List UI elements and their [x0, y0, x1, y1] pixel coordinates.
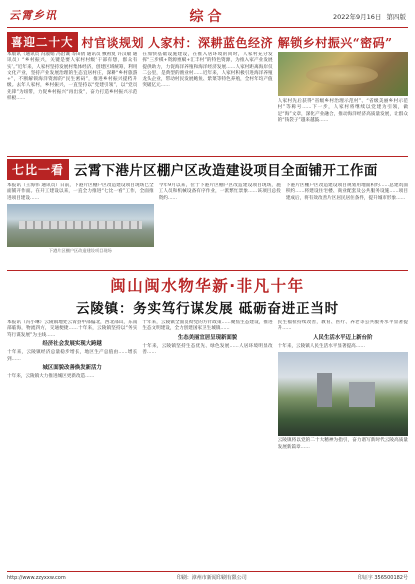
- article3-col1-text: 本报讯（冯小琳）云陵镇地处云霄县中部偏北，西北部山，东南部临海，物流四方，交通便捷……十年来，云陵镇坚持以“务实笃行谋发展”为主线……: [7, 320, 138, 338]
- article1-headline: 人家村：深耕蓝色经济 解锁乡村振兴“密码”: [148, 35, 393, 50]
- article2-banner: [7, 158, 408, 180]
- footer-printer: 印刷：漳州市新闻印刷有限公司: [176, 575, 247, 581]
- footer-website: http://www.zzyxxw.com: [7, 574, 66, 581]
- divider: [7, 156, 408, 157]
- article1-col2: 在加快基础设施建设，在推入居环境的同时，人家村充分发挥“三步棋+资源禀赋+汇丰村”的特色资源，为推入家产业发展提供助力，力促海洋养殖和海洋经济发展……人家村距离海岸仅二公里，是典型的渔业村……近年来，人家村积极引进海洋养殖龙头企业，带动村民发展鲍鱼、紫菜等特色养殖，全村年均产值突破亿元……: [142, 52, 273, 89]
- page-footer: [7, 571, 408, 581]
- article3-headline-wrap: [7, 297, 408, 317]
- article1-tag: 喜迎二十大: [7, 32, 78, 52]
- article1-col3-wrap: [278, 52, 408, 155]
- issue-info: [330, 12, 406, 21]
- article2-caption: 下港片区棚户区改造建设项目现场: [48, 247, 112, 253]
- article3-subhead-3: 生态美丽宜居呈现新面貌: [177, 334, 238, 341]
- article3-col3c: 云陵镇将以党的二十大精神为指引，奋力谱写新时代云陵高质量发展新篇章……: [277, 438, 408, 450]
- article1-banner: [7, 32, 408, 52]
- article2-col3: 下港片区棚户区改造建设项目规划用地面积约……总建筑面积约……将建设住宅楼、商业配套及公共服务设施……项目建成后，将有效改善片区居民居住条件，提升城市形象……: [285, 183, 408, 201]
- article1-col3: 人家村先后获得“省级乡村治理示范村”、“省级美丽乡村示范村”等称号……下一步，人家村将继续以党建为引领，做足“海”文章，深化产业融合，推动海洋经济高质量发展，让群众的“钱袋子”越来越鼓……: [277, 99, 408, 123]
- article3-col2: [142, 320, 272, 568]
- article1-body: [7, 52, 408, 155]
- article2-headline: 云霄下港片区棚户区改造建设项目全面铺开工作面: [74, 163, 378, 179]
- article1-series: 村官谈规划: [81, 35, 145, 50]
- paper-name: 云霄乡讯: [9, 9, 57, 22]
- article3-subhead-4: 人民生活水平迈上新台阶: [313, 334, 373, 341]
- article3-headline: 云陵镇：务实笃行谋发展 砥砺奋进正当时: [76, 301, 339, 317]
- masthead: [7, 4, 408, 28]
- article2-photo: [7, 204, 154, 247]
- issue-date: 2022年9月16日: [332, 13, 382, 21]
- footer-phone: 印证字 356500182号: [357, 575, 408, 581]
- article3-col1: [7, 320, 137, 568]
- article3-subhead-2: 城区面貌改善焕发新活力: [42, 365, 102, 372]
- issue-page: 第四版: [386, 13, 406, 21]
- article2-col1-wrap: [7, 183, 154, 265]
- article2-body: [7, 183, 408, 265]
- article2-col1: 本报讯（王海伟 通讯员）日前，下港片区棚户区改造建设项目现场已全面铺开作面。在开工建设以来，一直全力推进“七比一看”工作，全面推进项目建设……: [7, 183, 154, 201]
- article3-photo: [278, 352, 408, 436]
- article1-col1: 本版讯（通讯员 冯淑娟 冯沿诚 等田倩 通讯员 敷祖复 许汉敏 通讯员）“乡村振兴，关键是要人家村村级‘干部有想，群众有实’。”近年来，人家村坚持发展村集体经济，创建区域统筹，利用文化产业，坚持产业发展治理的生态宜居村庄，深耕“乡村旅游+”，不断解锁海洋资源的“民生密码”，推进乡村振兴提档升级。去年人家村，乡村振兴，一直坚持以“党建引领”，以“党员先锋”为纽带，力促乡村振兴“再出发”，奋力打造乡村振兴示范样板……: [7, 52, 138, 102]
- article3-kicker: 闽山闽水物华新·非凡十年: [110, 277, 305, 295]
- article3-col2-text: 十年来，云陵镇全面贯彻党的方针政策……聚焦生态建设，推进生态文明建设，全力创建国家卫生城镇……: [142, 320, 273, 332]
- article3-col1c: 十年来，云陵镇大力推进城区更新改造……: [7, 374, 95, 380]
- article2-col2: 今年9月以来，位于下港片区棚户区改造建设项目现场，施工人员和机械设备有序作业，一派繁忙景象……该项目总投资约……: [158, 183, 281, 201]
- article3-col3b: 十年来，云陵镇人民生活水平显著提高……: [277, 343, 365, 349]
- article1-photo: [278, 52, 408, 96]
- article3-kicker-wrap: [7, 274, 408, 296]
- divider: [7, 270, 408, 271]
- article3-col3-text: 民生福祉持续改善，教育、医疗、养老等公共服务水平显著提升……: [277, 320, 408, 332]
- section-title: 综合: [189, 9, 226, 25]
- article3-body: [7, 320, 408, 568]
- article3-col2b: 十年来，云陵镇坚持生态优先、绿色发展……人居环境明显改善……: [142, 343, 273, 356]
- article3-col3: [278, 320, 408, 568]
- article3-subhead-1: 经济社会发展实现大跨越: [42, 341, 102, 348]
- article2-tag: 七比一看: [7, 159, 69, 180]
- article3-col1b: 十年来，云陵镇经济总量稳步增长，地区生产总值由……增长到……: [7, 350, 138, 362]
